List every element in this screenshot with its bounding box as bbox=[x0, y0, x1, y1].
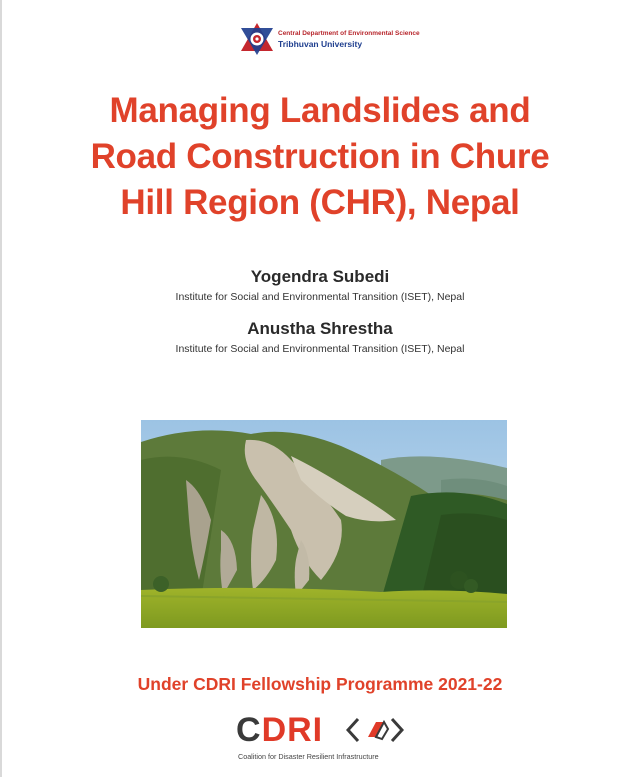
cdri-wordmark bbox=[236, 710, 323, 750]
author-block bbox=[0, 266, 640, 304]
title-line-2: Road Construction in Chure bbox=[90, 137, 550, 176]
landslide-hillside-photo bbox=[141, 420, 507, 628]
title-line-3: Hill Region (CHR), Nepal bbox=[120, 183, 520, 222]
tribhuvan-university-emblem-icon bbox=[240, 22, 274, 56]
title-line-1: Managing Landslides and bbox=[109, 91, 531, 130]
cdri-wordmark-c: C bbox=[236, 711, 262, 749]
fellowship-programme: Under CDRI Fellowship Programme 2021-22 bbox=[137, 674, 503, 694]
author-affiliation: Institute for Social and Environmental Transition (ISET), Nepal bbox=[175, 343, 465, 355]
cdri-hexagon-mark-icon bbox=[346, 717, 404, 743]
department-name: Central Department of Environmental Science bbox=[278, 30, 420, 37]
cdri-logo bbox=[236, 710, 406, 768]
author-name: Anustha Shrestha bbox=[247, 319, 393, 338]
author-block bbox=[0, 318, 640, 356]
cdri-wordmark-dri: DRI bbox=[261, 711, 324, 749]
report-title bbox=[40, 88, 600, 226]
author-name: Yogendra Subedi bbox=[250, 267, 390, 286]
page-edge bbox=[0, 0, 2, 777]
author-affiliation: Institute for Social and Environmental Transition (ISET), Nepal bbox=[175, 291, 465, 303]
university-header bbox=[240, 22, 420, 56]
cdri-tagline: Coalition for Disaster Resilient Infrastructure bbox=[238, 752, 379, 761]
university-name: Tribhuvan University bbox=[278, 39, 363, 49]
